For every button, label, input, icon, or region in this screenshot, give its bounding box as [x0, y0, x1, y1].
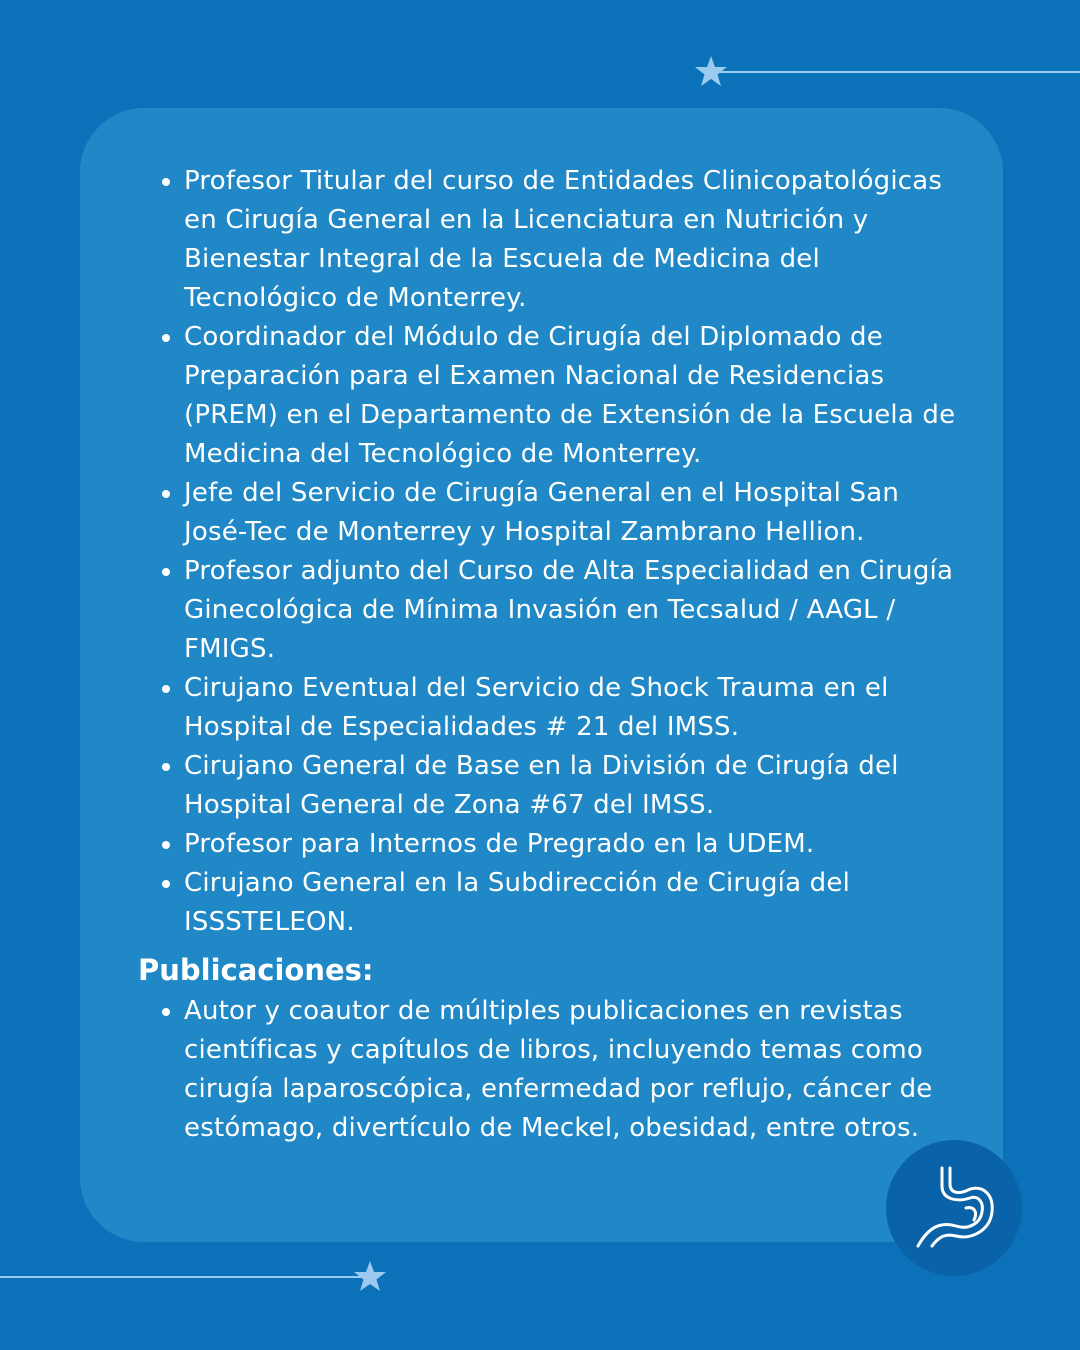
stomach-icon — [912, 1164, 996, 1252]
star-icon — [693, 54, 729, 90]
list-item: Cirujano Eventual del Servicio de Shock Trauma en el Hospital de Especialidades # 21 del IMSS. — [138, 669, 958, 747]
list-item: Autor y coautor de múltiples publicaciones en revistas científicas y capítulos de libros, incluyendo temas como cirugía laparoscópica, enfermedad por reflujo, cáncer de estómago, divertículo de Meckel, obesidad, entre otros. — [138, 992, 958, 1148]
publications-list — [138, 992, 958, 1148]
content-card — [80, 108, 1003, 1242]
star-icon — [352, 1259, 388, 1295]
publications-heading: Publicaciones: — [138, 953, 374, 987]
card-content — [138, 162, 958, 1148]
list-item: Profesor para Internos de Pregrado en la UDEM. — [138, 825, 958, 864]
list-item: Profesor adjunto del Curso de Alta Especialidad en Cirugía Ginecológica de Mínima Invasión en Tecsalud / AAGL / FMIGS. — [138, 552, 958, 669]
experience-list — [138, 162, 958, 942]
list-item: Cirujano General de Base en la División de Cirugía del Hospital General de Zona #67 del IMSS. — [138, 747, 958, 825]
list-item: Coordinador del Módulo de Cirugía del Diplomado de Preparación para el Examen Nacional de Residencias (PREM) en el Departamento de Extensión de la Escuela de Medicina del Tecnológico de Monterrey. — [138, 318, 958, 474]
top-decoration-line — [712, 71, 1080, 73]
stomach-badge — [886, 1140, 1022, 1276]
list-item: Cirujano General en la Subdirección de Cirugía del ISSSTELEON. — [138, 864, 958, 942]
list-item: Jefe del Servicio de Cirugía General en el Hospital San José-Tec de Monterrey y Hospital Zambrano Hellion. — [138, 474, 958, 552]
list-item: Profesor Titular del curso de Entidades Clinicopatológicas en Cirugía General en la Licenciatura en Nutrición y Bienestar Integral de la Escuela de Medicina del Tecnológico de Monterrey. — [138, 162, 958, 318]
bottom-decoration-line — [0, 1276, 370, 1278]
